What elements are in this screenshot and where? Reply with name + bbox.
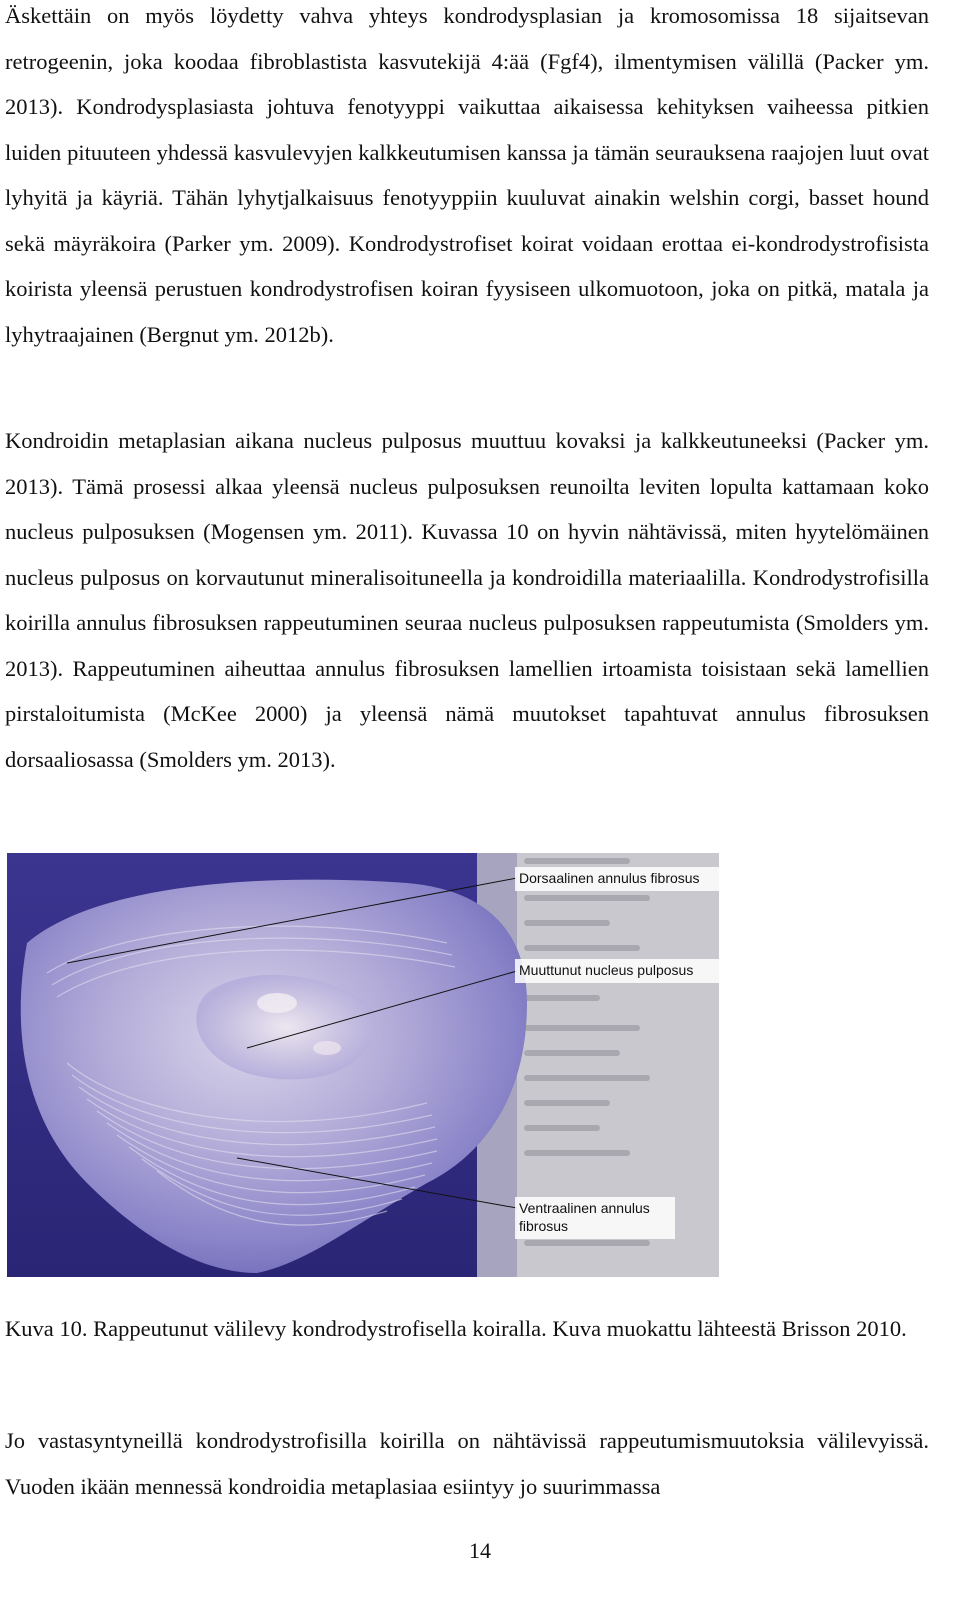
body-paragraph-3: Jo vastasyntyneillä kondrodystrofisilla koirilla on nähtävissä rappeutumismuutoksia välilevyissä. Vuoden ikään mennessä kondroidia metaplasiaa esiintyy jo suurimmassa bbox=[5, 1428, 929, 1499]
disc-photo-svg bbox=[7, 853, 719, 1277]
label-ventral-annulus-line1: Ventraalinen annulus bbox=[519, 1200, 650, 1216]
figure-intervertebral-disc-photo bbox=[7, 853, 719, 1277]
figure-caption: Kuva 10. Rappeutunut välilevy kondrodystrofisella koiralla. Kuva muokattu lähteestä Brisson 2010. bbox=[5, 1316, 907, 1341]
body-paragraph-1: Äskettäin on myös löydetty vahva yhteys kondrodysplasian ja kromosomissa 18 sijaitsevan retrogeenin, joka koodaa fibroblastista kasvutekijä 4:ää (Fgf4), ilmentymisen välillä (Packer ym. 2013). Kondrodysplasiasta johtuva fenotyyppi vaikuttaa aikaisessa kehityksen vaiheessa pitkien luiden pituuteen yhdessä kasvulevyjen kalkkeutumisen kanssa ja tämän seurauksena raajojen luut ovat lyhyitä ja käyriä. Tähän lyhytjalkaisuus fenotyyppiin kuuluvat ainakin welshin corgi, basset hound sekä mäyräkoira (Parker ym. 2009). Kondrodystrofiset koirat voidaan erottaa ei-kondrodystrofisista koirista yleensä perustuen kondrodystrofisen koiran fyysiseen ulkomuotoon, joka on pitkä, matala ja lyhytraajainen (Bergnut ym. 2012b). bbox=[5, 3, 929, 347]
label-changed-nucleus: Muuttunut nucleus pulposus bbox=[519, 962, 694, 978]
body-paragraph-2: Kondroidin metaplasian aikana nucleus pulposus muuttuu kovaksi ja kalkkeutuneeksi (Packer ym. 2013). Tämä prosessi alkaa yleensä nucleus pulposuksen reunoilta leviten lopulta kattamaan koko nucleus pulposuksen (Mogensen ym. 2011). Kuvassa 10 on hyvin nähtävissä, miten hyytelömäinen nucleus pulposus on korvautunut mineralisoituneella ja kondroidilla materiaalilla. Kondrodystrofisilla koirilla annulus fibrosuksen rappeutuminen seuraa nucleus pulposuksen rappeutumista (Smolders ym. 2013). Rappeutuminen aiheuttaa annulus fibrosuksen lamellien irtoamista toisistaan sekä lamellien pirstaloitumista (McKee 2000) ja yleensä nämä muutokset tapahtuvat annulus fibrosuksen dorsaaliosassa (Smolders ym. 2013). bbox=[5, 428, 929, 772]
label-ventral-annulus-line2: fibrosus bbox=[519, 1218, 569, 1234]
page-number: 14 bbox=[469, 1538, 491, 1563]
label-dorsal-annulus: Dorsaalinen annulus fibrosus bbox=[519, 870, 700, 886]
